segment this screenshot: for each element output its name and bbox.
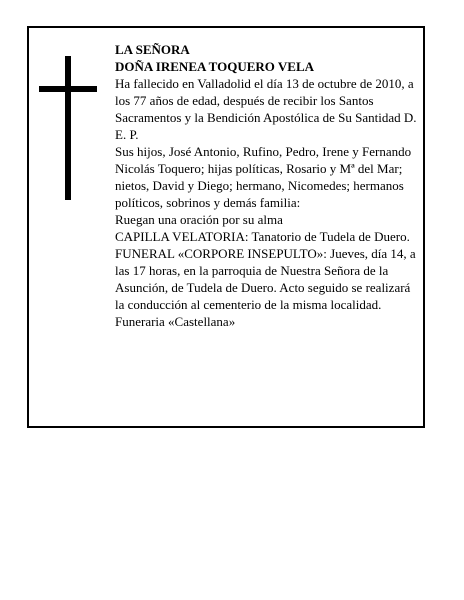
notice-title: LA SEÑORA (115, 42, 190, 57)
family-list: Sus hijos, José Antonio, Rufino, Pedro, Irene y Fernando Nicolás Toquero; hijas políticas, Rosario y Mª del Mar; nietos, David y Diego; hermano, Nicomedes; hermanos políticos, sobrinos y demás familia: (115, 144, 412, 210)
prayer-request: Ruegan una oración por su alma (115, 212, 283, 227)
death-announcement: Ha fallecido en Valladolid el día 13 de octubre de 2010, a los 77 años de edad, después de recibir los Santos Sacramentos y la Bendición Apostólica de Su Santidad D. E. P. (115, 76, 417, 142)
deceased-name: DOÑA IRENEA TOQUERO VELA (115, 59, 315, 74)
wake-location: CAPILLA VELATORIA: Tanatorio de Tudela de Duero. (115, 229, 410, 244)
cross-vertical-bar (65, 56, 71, 200)
cross-horizontal-bar (39, 86, 97, 92)
latin-cross-icon (39, 56, 97, 200)
notice-text (115, 41, 421, 330)
funeral-home: Funeraria «Castellana» (115, 314, 236, 329)
obituary-notice (27, 26, 425, 428)
funeral-details: FUNERAL «CORPORE INSEPULTO»: Jueves, día 14, a las 17 horas, en la parroquia de Nuestra Señora de la Asunción, de Tudela de Duero. Acto seguido se realizará la conducción al cementerio de la misma localidad. (115, 246, 416, 312)
